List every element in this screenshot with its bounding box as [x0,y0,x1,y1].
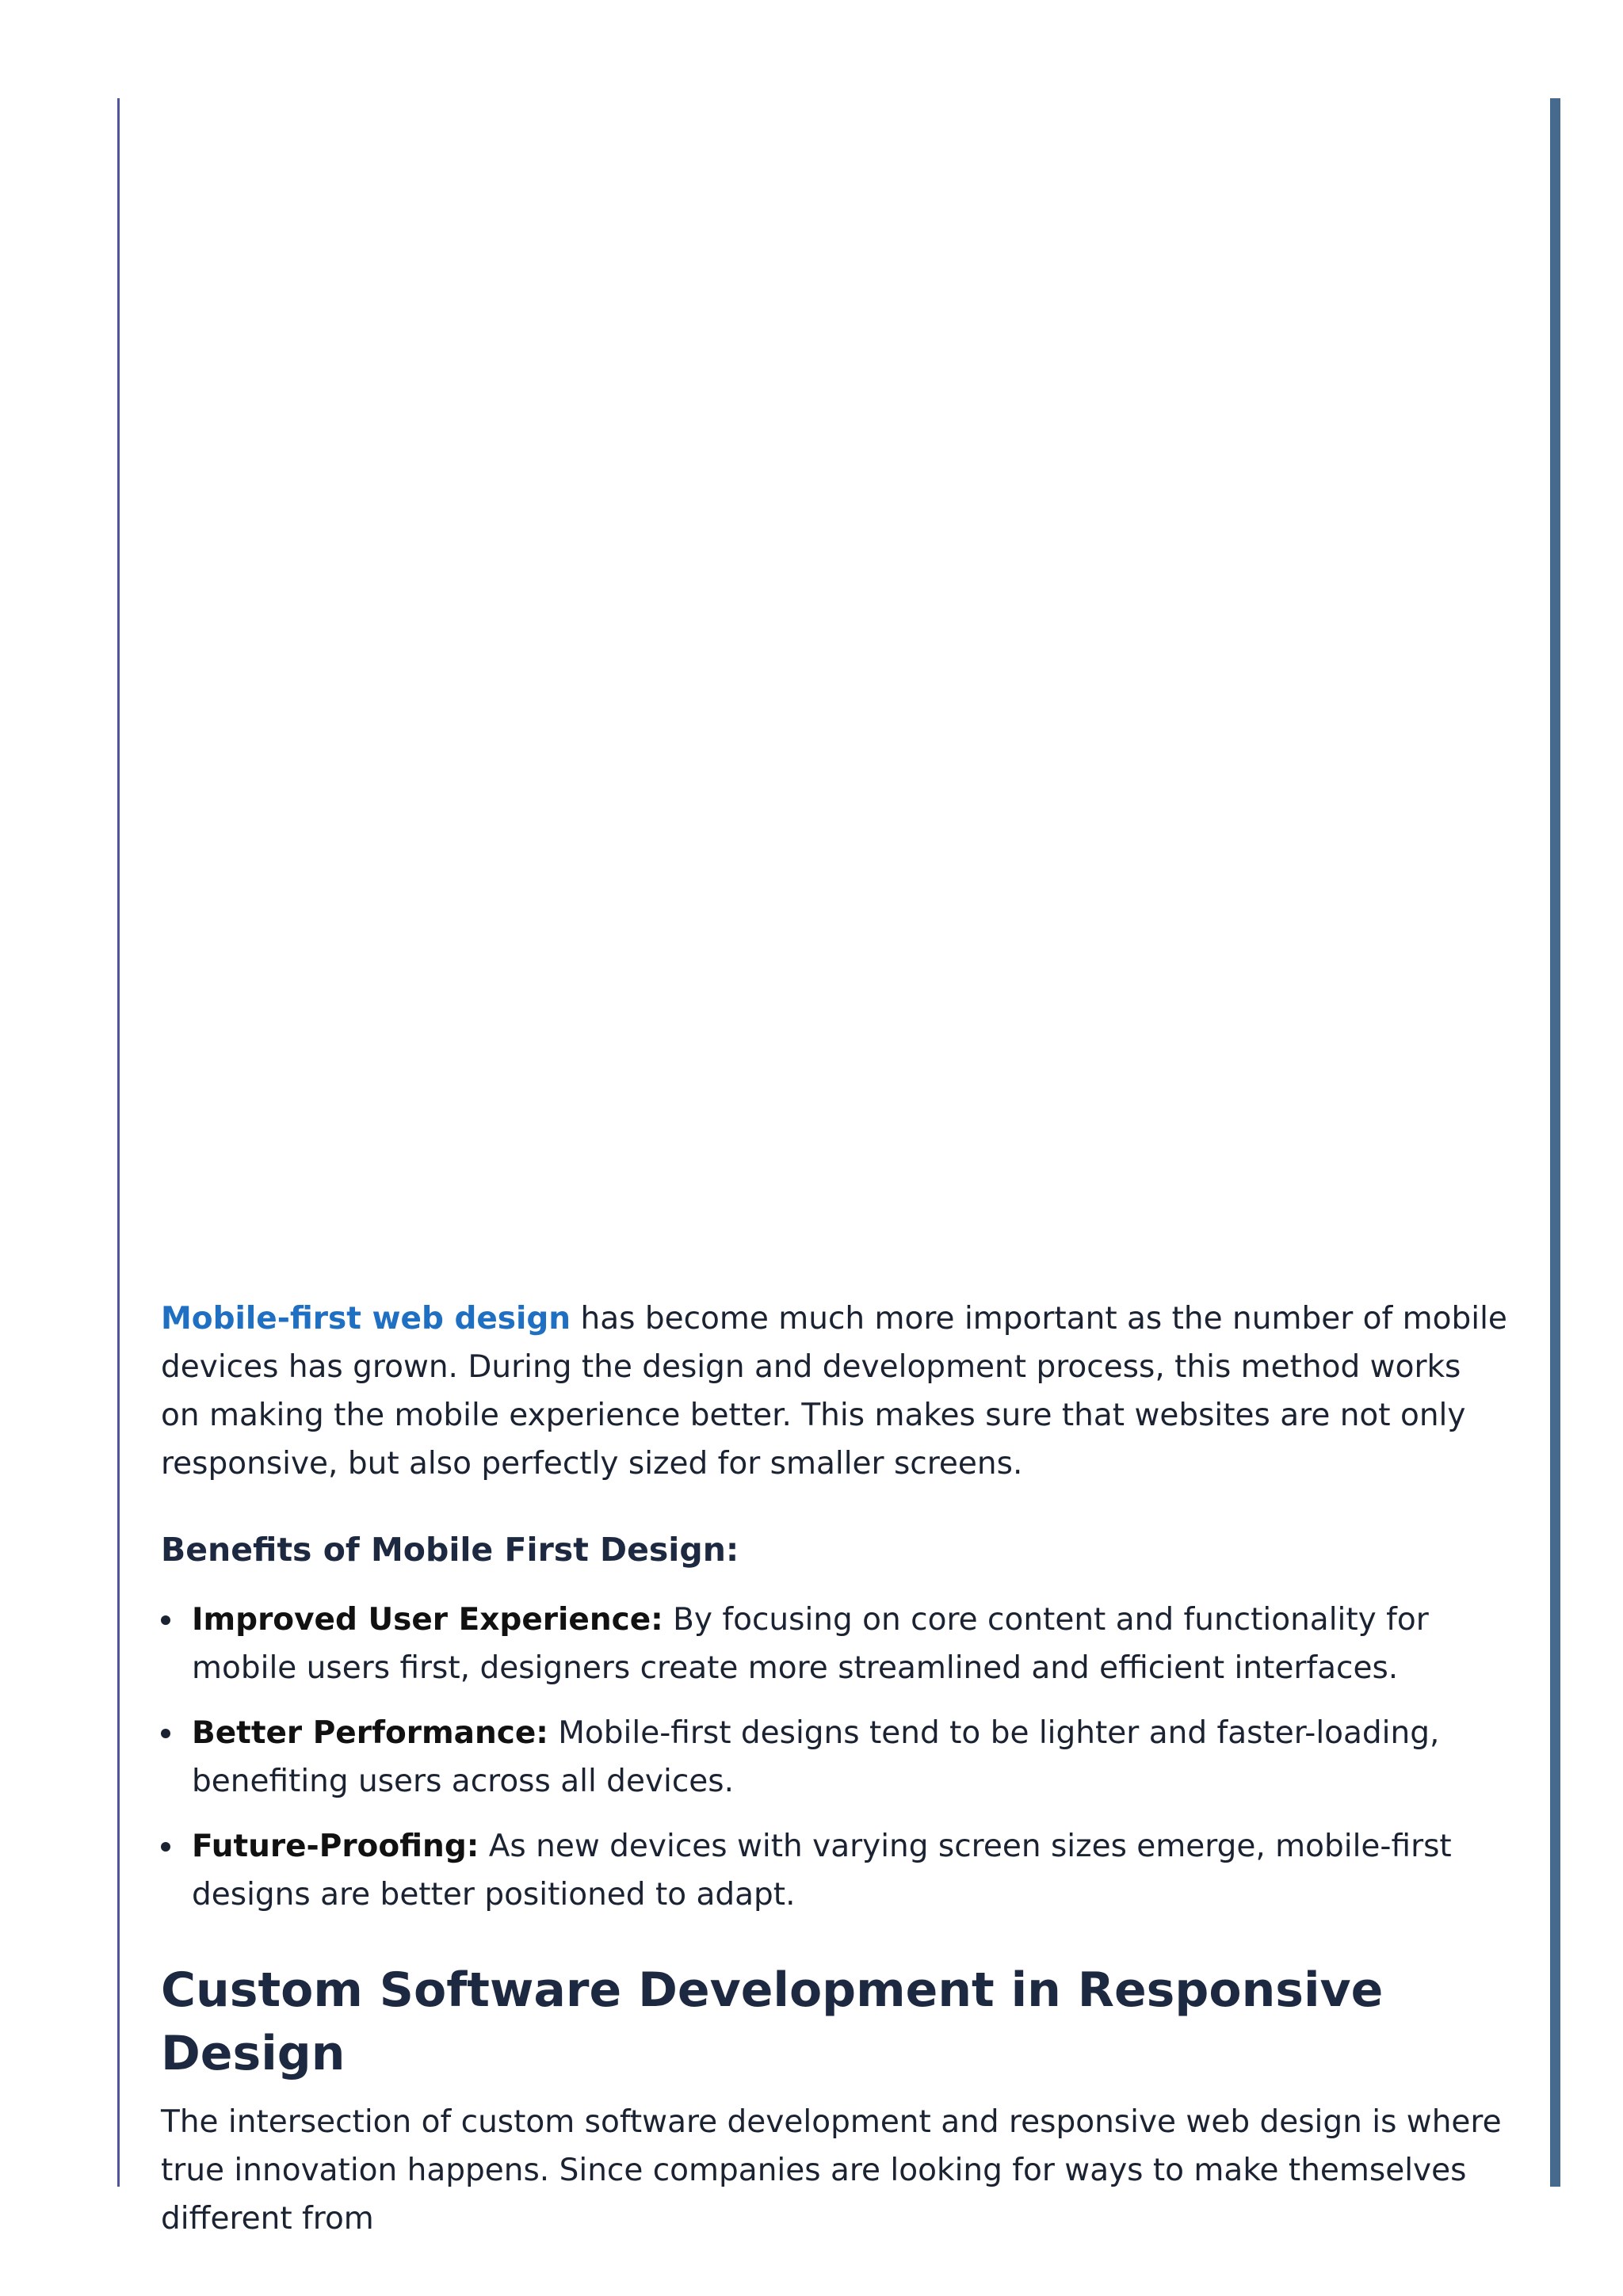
benefit-text: By focusing on core content and functionality for mobile users first, designers create more streamlined and efficient interfaces. [192,1602,1429,1686]
intro-text: has become much more important as the number of mobile devices has grown. During the design and development process, this method works on making the mobile experience better. This makes sure that websites are not only responsive, but also perfectly sized for smaller screens. [161,1301,1507,1482]
benefit-item-future-proofing [161,1822,1508,1919]
left-border-rule [117,98,120,2187]
section-title: Custom Software Development in Responsive Design [161,1962,1384,2081]
benefits-heading: Benefits of Mobile First Design: [161,1531,739,1569]
bullet-icon [161,1729,170,1738]
intro-paragraph [161,1295,1508,1488]
section-paragraph: The intersection of custom software development and responsive web design is where true innovation happens. Since companies are looking for ways to make themselves different from [161,2104,1502,2237]
benefit-item-performance [161,1709,1508,1806]
bullet-icon [161,1615,170,1625]
benefit-title: Improved User Experience: [192,1602,663,1638]
right-border-rule [1550,98,1560,2187]
benefit-text: Mobile-first designs tend to be lighter and faster-loading, benefiting users across all devices. [192,1715,1440,1799]
benefit-title: Better Performance: [192,1715,548,1751]
mobile-first-link[interactable]: Mobile-first web design [161,1301,571,1337]
benefit-text: As new devices with varying screen sizes emerge, mobile-first designs are better positioned to adapt. [192,1829,1452,1913]
article-content [161,1295,1508,2243]
benefit-item-user-experience [161,1596,1508,1692]
benefits-list [161,1596,1508,1919]
bullet-icon [161,1842,170,1852]
benefit-title: Future-Proofing: [192,1829,479,1864]
